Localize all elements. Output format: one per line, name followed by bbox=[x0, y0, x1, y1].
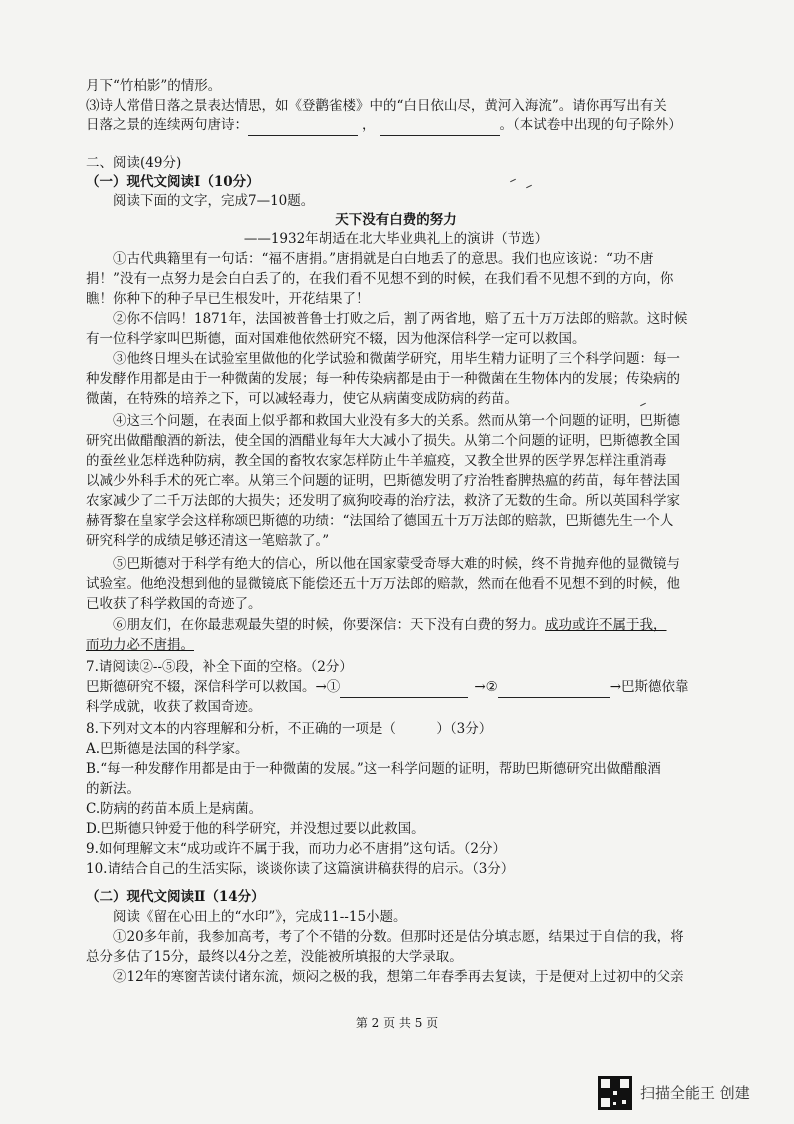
qr-code-icon bbox=[598, 1076, 632, 1110]
article-title: 天下没有白费的努力 bbox=[335, 212, 457, 228]
text-segment: 日落之景的连续两句唐诗： bbox=[86, 117, 248, 133]
text-line: 月下“竹柏影”的情形。 bbox=[86, 78, 222, 94]
paragraph-line: 总分多估了15分，最终以4分之差，没能被所填报的大学录取。 bbox=[86, 949, 463, 965]
section-heading: 二、阅读(49分) bbox=[86, 155, 182, 171]
answer-blank[interactable] bbox=[248, 121, 358, 136]
instruction-text: 阅读下面的文字，完成7—10题。 bbox=[113, 193, 315, 209]
paragraph-line: ③他终日埋头在试验室里做他的化学试验和微菌学研究，用毕生精力证明了三个科学问题：每一 bbox=[113, 351, 680, 367]
option-a: A.巴斯德是法国的科学家。 bbox=[86, 741, 249, 757]
option-d: D.巴斯德只钟爱于他的科学研究，并没想过要以此救国。 bbox=[86, 821, 425, 837]
question-9: 9.如何理解文末“成功或许不属于我，而功力必不唐捐”这句话。（2分） bbox=[86, 841, 507, 857]
paragraph-line: ④这三个问题，在表面上似乎都和救国大业没有多大的关系。然而从第一个问题的证明，巴斯德 bbox=[113, 413, 680, 429]
paragraph-line: 以减少外科手术的死亡率。从第三个问题的证明，巴斯德发明了疗治牲畜脾热瘟的药苗，每年替法国 bbox=[86, 473, 680, 489]
text-line: ⑶诗人常借日落之景表达情思，如《登鹳雀楼》中的“白日依山尽，黄河入海流”。请你再写出有关 bbox=[86, 98, 667, 114]
text-segment: →② bbox=[474, 679, 498, 695]
option-b-cont: 的新法。 bbox=[86, 781, 140, 797]
paragraph-line: ①古代典籍里有一句话：“福不唐捐。”唐捐就是白白地丢了的意思。我们也应该说：“功不唐 bbox=[113, 251, 654, 267]
paragraph-line: 农家减少了二千万法郎的大损失；还发明了疯狗咬毒的治疗法，救济了无数的生命。所以英国科学家 bbox=[86, 493, 680, 509]
paragraph-line: 瞧！你种下的种子早已生根发叶，开花结果了！ bbox=[86, 291, 370, 307]
paragraph-line: 捐！”没有一点努力是会白白丢了的，在我们看不见想不到的时候，在我们看不见想不到的方向，你 bbox=[86, 271, 674, 287]
text-segment: →巴斯德依靠 bbox=[609, 679, 689, 695]
question-7: 7.请阅读②--⑤段，补全下面的空格。（2分） bbox=[86, 659, 353, 675]
paragraph-line: ②12年的寒窗苦读付诸东流，烦闷之极的我，想第二年春季再去复读，于是便对上过初中的父亲 bbox=[113, 969, 684, 985]
paragraph-line: ⑤巴斯德对于科学有绝大的信心，所以他在国家蒙受奇辱大难的时候，终不肯抛弃他的显微镜与 bbox=[113, 556, 680, 572]
underlined-sentence: 而功力必不唐捐。 bbox=[86, 637, 194, 653]
text-segment: 巴斯德研究不辍，深信科学可以救国。→① bbox=[86, 679, 341, 695]
paragraph-line: 研究出做醋酿酒的新法，使全国的酒醋业每年大大减小了损失。从第二个问题的证明，巴斯德教全国 bbox=[86, 433, 680, 449]
scanner-watermark: 扫描全能王 创建 bbox=[640, 1084, 750, 1102]
paragraph-line: ②你不信吗！1871年，法国被普鲁士打败之后，割了两省地，赔了五十万万法郎的赔款。这时候 bbox=[113, 311, 688, 327]
article-subtitle: ——1932年胡适在北大毕业典礼上的演讲（节选） bbox=[243, 231, 549, 247]
paragraph-line: 种发酵作用都是由于一种微菌的发展；每一种传染病都是由于一种微菌在生物体内的发展；传染病的 bbox=[86, 371, 680, 387]
page-footer: 第 2 页 共 5 页 bbox=[355, 1016, 439, 1030]
paragraph-line: 有一位科学家叫巴斯德，面对国难他依然研究不辍，因为他深信科学一定可以救国。 bbox=[86, 331, 586, 347]
paragraph-line: 试验室。他绝没想到他的显微镜底下能偿还五十万万法郎的赔款，然而在他看不见想不到的时候，他 bbox=[86, 576, 680, 592]
text-line: 日落之景的连续两句唐诗： ， 。（本试卷中出现的句子除外） bbox=[86, 114, 706, 136]
question-7-diagram bbox=[86, 676, 706, 698]
question-10: 10.请结合自己的生活实际，谈谈你读了这篇演讲稿获得的启示。（3分） bbox=[86, 861, 515, 877]
paragraph-line: 的蚕丝业怎样选种防病，教全国的畜牧农家怎样防止牛羊瘟疫，又教全世界的医学界怎样注重消毒 bbox=[86, 453, 667, 469]
paragraph-line: 微菌，在特殊的培养之下，可以减轻毒力，使它从病菌变成防病的药苗。 bbox=[86, 391, 518, 407]
option-b: B.“每一种发酵作用都是由于一种微菌的发展。”这一科学问题的证明，帮助巴斯德研究出做醋酿酒 bbox=[86, 761, 661, 777]
answer-blank[interactable] bbox=[380, 121, 500, 136]
paragraph-line bbox=[86, 614, 706, 636]
text-segment: ⑥朋友们，在你最悲观最失望的时候，你要深信：天下没有白费的努力。 bbox=[113, 617, 545, 633]
option-c: C.防病的药苗本质上是病菌。 bbox=[86, 801, 263, 817]
paragraph-line: 赫胥黎在皇家学会这样称颂巴斯德的功绩：“法国给了德国五十万万法郎的赔款，巴斯德先生一个人 bbox=[86, 513, 674, 529]
paragraph-line: 研究科学的成绩足够还清这一笔赔款了。” bbox=[86, 533, 330, 549]
question-8: 8.下列对文本的内容理解和分析，不正确的一项是（ ）（3分） bbox=[86, 721, 493, 737]
subsection-heading: （二）现代文阅读Ⅱ（14分） bbox=[86, 889, 265, 905]
subsection-heading: （一）现代文阅读Ⅰ（10分） bbox=[86, 174, 260, 190]
paragraph-line: ①20多年前，我参加高考，考了个不错的分数。但那时还是估分填志愿，结果过于自信的我，将 bbox=[113, 929, 684, 945]
question-7-diagram-end: 科学成就，收获了救国奇迹。 bbox=[86, 699, 262, 715]
note-text: 。（本试卷中出现的句子除外） bbox=[499, 117, 682, 133]
paragraph-line: 已收获了科学救国的奇迹了。 bbox=[86, 596, 262, 612]
instruction-text: 阅读《留在心田上的“水印”》，完成11--15小题。 bbox=[113, 909, 407, 925]
underlined-sentence: 成功或许不属于我， bbox=[545, 617, 667, 633]
